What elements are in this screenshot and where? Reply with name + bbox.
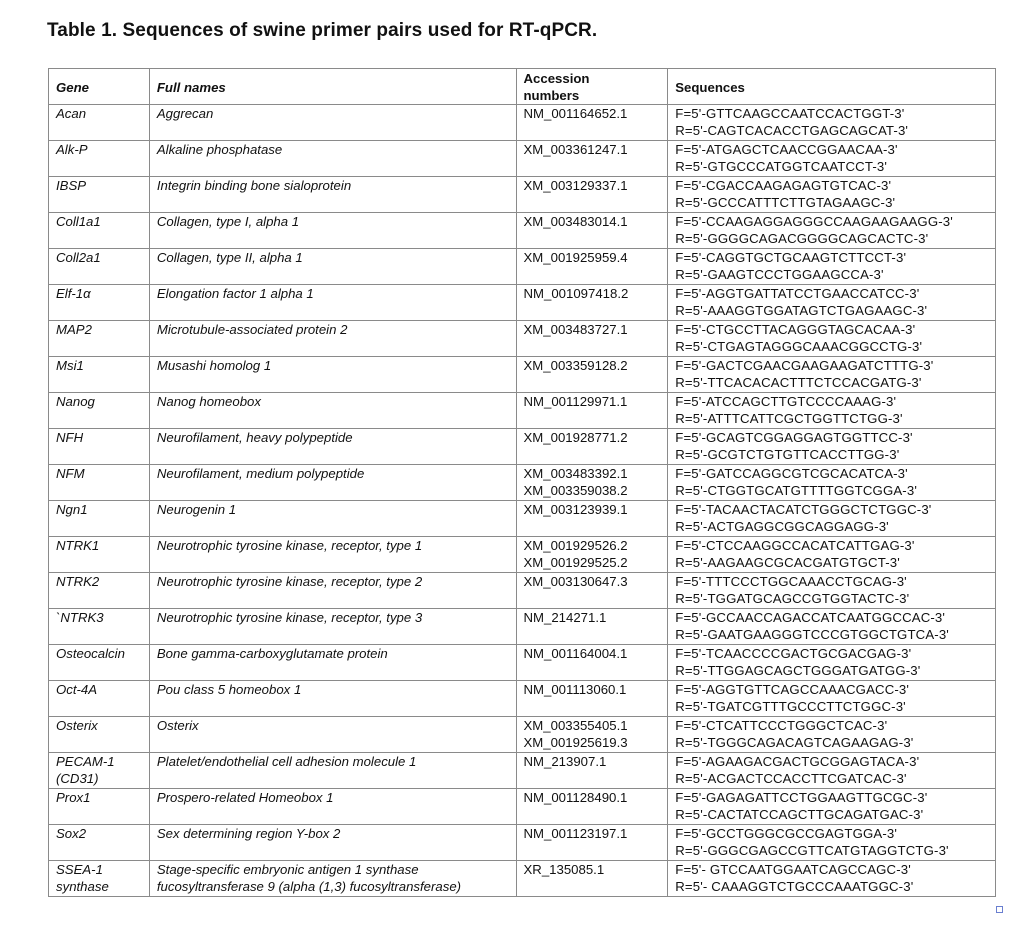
gene-cell-line: Ngn1 [56,502,88,517]
full-name-cell [149,393,516,429]
gene-cell-line: Nanog [56,394,95,409]
accession-cell-line: XM_003483727.1 [523,322,628,337]
full-name-cell-line: Aggrecan [156,106,214,121]
gene-cell-line: SSEA-1 [56,862,103,877]
gene-cell-line: `NTRK3 [56,610,104,625]
reverse-primer: R=5'-GTGCCCATGGTCAATCCT-3' [675,159,888,174]
reverse-primer: R=5'- CAAAGGTCTGCCCAAATGGC-3' [675,879,914,894]
header-accession [516,69,668,105]
reverse-primer: R=5'-TTCACACACTTTCTCCACGATG-3' [675,375,922,390]
accession-cell [516,717,668,753]
gene-cell [49,717,150,753]
accession-cell [516,573,668,609]
gene-cell [49,177,150,213]
sequence-cell [668,537,996,573]
full-name-cell-line: Bone gamma-carboxyglutamate protein [156,646,388,661]
accession-cell-line: XM_001925619.3 [523,735,628,750]
reverse-primer: R=5'-GCGTCTGTGTTCACCTTGG-3' [675,447,900,462]
forward-primer: F=5'-GCAGTCGGAGGAGTGGTTCC-3' [675,430,913,445]
gene-cell-line: IBSP [56,178,87,193]
reverse-primer: R=5'-TGGGCAGACAGTCAGAAGAG-3' [675,735,914,750]
accession-cell [516,645,668,681]
table-row [49,789,996,825]
accession-cell-line: NM_001123197.1 [523,826,628,841]
full-name-cell-line: Musashi homolog 1 [156,358,272,373]
gene-cell-line: NFM [56,466,85,481]
full-name-cell [149,429,516,465]
gene-cell-line: NTRK2 [56,574,100,589]
full-name-cell [149,537,516,573]
full-name-cell-line: fucosyltransferase 9 (alpha (1,3) fucosyltransferase) [156,879,462,894]
table-row [49,537,996,573]
accession-cell-line: XM_001929526.2 [523,538,628,553]
reverse-primer: R=5'-GGGCGAGCCGTTCATGTAGGTCTG-3' [675,843,949,858]
full-name-cell [149,105,516,141]
sequence-cell [668,141,996,177]
full-name-cell-line: Sex determining region Y-box 2 [156,826,341,841]
full-name-cell-line: Stage-specific embryonic antigen 1 synthase [156,862,419,877]
forward-primer: F=5'-AGGTGATTATCCTGAACCATCC-3' [675,286,920,301]
accession-cell-line: XM_003123939.1 [523,502,628,517]
gene-cell-line: (CD31) [56,771,99,786]
sequence-cell [668,609,996,645]
reverse-primer: R=5'-ATTTCATTCGCTGGTTCTGG-3' [675,411,903,426]
gene-cell [49,573,150,609]
accession-cell [516,825,668,861]
full-name-cell [149,789,516,825]
full-name-cell [149,177,516,213]
forward-primer: F=5'-GCCTGGGCGCCGAGTGGA-3' [675,826,898,841]
full-name-cell-line: Collagen, type I, alpha 1 [156,214,300,229]
accession-cell-line: NM_213907.1 [523,754,607,769]
gene-cell-line: MAP2 [56,322,92,337]
table-row [49,861,996,897]
full-name-cell-line: Platelet/endothelial cell adhesion molecule 1 [156,754,417,769]
sequence-cell [668,861,996,897]
accession-cell [516,681,668,717]
full-name-cell [149,141,516,177]
gene-cell-line: Coll2a1 [56,250,101,265]
gene-cell [49,825,150,861]
table-row [49,213,996,249]
header-accession-line1: Accession [523,71,590,86]
forward-primer: F=5'-GATCCAGGCGTCGCACATCA-3' [675,466,908,481]
resize-handle [996,906,1003,913]
accession-cell-line: NM_001097418.2 [523,286,629,301]
forward-primer: F=5'-CAGGTGCTGCAAGTCTTCCT-3' [675,250,907,265]
header-full-names: Full names [149,69,516,105]
gene-cell-line: Oct-4A [56,682,98,697]
forward-primer: F=5'-CCAAGAGGAGGGCCAAGAAGAAGG-3' [675,214,953,229]
accession-cell-line: XM_003355405.1 [523,718,628,733]
reverse-primer: R=5'-GGGGCAGACGGGGCAGCACTC-3' [675,231,929,246]
full-name-cell [149,465,516,501]
sequence-cell [668,789,996,825]
gene-cell-line: Osteocalcin [56,646,125,661]
table-row [49,825,996,861]
gene-cell [49,249,150,285]
full-name-cell [149,825,516,861]
gene-cell-line: Elf-1α [56,286,91,301]
table-row [49,645,996,681]
forward-primer: F=5'-ATCCAGCTTGTCCCCAAAG-3' [675,394,897,409]
forward-primer: F=5'-GAGAGATTCCTGGAAGTTGCGC-3' [675,790,928,805]
table-row [49,429,996,465]
reverse-primer: R=5'-TGGATGCAGCCGTGGTACTC-3' [675,591,910,606]
table-row [49,393,996,429]
gene-cell [49,393,150,429]
sequence-cell [668,573,996,609]
table-row [49,321,996,357]
accession-cell-line: XM_001925959.4 [523,250,628,265]
full-name-cell-line: Nanog homeobox [156,394,261,409]
sequence-cell [668,753,996,789]
reverse-primer: R=5'-ACGACTCCACCTTCGATCAC-3' [675,771,907,786]
reverse-primer: R=5'-CTGAGTAGGGCAAACGGCCTG-3' [675,339,923,354]
full-name-cell [149,501,516,537]
sequence-cell [668,825,996,861]
full-name-cell-line: Alkaline phosphatase [156,142,283,157]
header-gene: Gene [49,69,150,105]
sequence-cell [668,213,996,249]
table-row [49,177,996,213]
accession-cell [516,501,668,537]
forward-primer: F=5'-CTCATTCCCTGGGCTCAC-3' [675,718,888,733]
table-row [49,717,996,753]
sequence-cell [668,645,996,681]
gene-cell [49,357,150,393]
forward-primer: F=5'-GACTCGAACGAAGAAGATCTTTG-3' [675,358,934,373]
full-name-cell [149,357,516,393]
gene-cell-line: synthase [56,879,109,894]
full-name-cell [149,753,516,789]
gene-cell [49,213,150,249]
accession-cell [516,609,668,645]
full-name-cell [149,717,516,753]
table-row [49,105,996,141]
sequence-cell [668,501,996,537]
gene-cell-line: Alk-P [56,142,88,157]
reverse-primer: R=5'-GAAGTCCCTGGAAGCCA-3' [675,267,884,282]
gene-cell [49,789,150,825]
full-name-cell-line: Osterix [156,718,199,733]
forward-primer: F=5'-AGAAGACGACTGCGGAGTACA-3' [675,754,920,769]
reverse-primer: R=5'-CAGTCACACCTGAGCAGCAT-3' [675,123,909,138]
forward-primer: F=5'-CTGCCTTACAGGGTAGCACAA-3' [675,322,916,337]
table-row [49,753,996,789]
reverse-primer: R=5'-TTGGAGCAGCTGGGATGATGG-3' [675,663,921,678]
accession-cell [516,249,668,285]
forward-primer: F=5'-ATGAGCTCAACCGGAACAA-3' [675,142,898,157]
sequence-cell [668,717,996,753]
gene-cell-line: Sox2 [56,826,87,841]
gene-cell-line: Acan [56,106,87,121]
full-name-cell-line: Neurotrophic tyrosine kinase, receptor, type 2 [156,574,423,589]
gene-cell-line: Prox1 [56,790,91,805]
sequence-cell [668,429,996,465]
full-name-cell-line: Neurogenin 1 [156,502,237,517]
gene-cell [49,285,150,321]
sequence-cell [668,393,996,429]
gene-cell [49,141,150,177]
gene-cell [49,861,150,897]
header-sequences: Sequences [668,69,996,105]
table-row [49,357,996,393]
gene-cell [49,501,150,537]
table-row [49,465,996,501]
accession-cell-line: XM_003483014.1 [523,214,628,229]
full-name-cell [149,861,516,897]
gene-cell [49,645,150,681]
table-row [49,609,996,645]
full-name-cell-line: Microtubule-associated protein 2 [156,322,348,337]
full-name-cell [149,249,516,285]
full-name-cell [149,609,516,645]
sequence-cell [668,465,996,501]
accession-cell-line: XM_001929525.2 [523,555,628,570]
reverse-primer: R=5'-ACTGAGGCGGCAGGAGG-3' [675,519,889,534]
table-row [49,285,996,321]
full-name-cell [149,321,516,357]
forward-primer: F=5'- GTCCAATGGAATCAGCCAGC-3' [675,862,911,877]
full-name-cell-line: Neurofilament, heavy polypeptide [156,430,353,445]
full-name-cell-line: Collagen, type II, alpha 1 [156,250,303,265]
forward-primer: F=5'-CTCCAAGGCCACATCATTGAG-3' [675,538,915,553]
forward-primer: F=5'-TTTCCCTGGCAAACCTGCAG-3' [675,574,907,589]
full-name-cell-line: Neurotrophic tyrosine kinase, receptor, type 1 [156,538,423,553]
full-name-cell [149,573,516,609]
reverse-primer: R=5'-TGATCGTTTGCCCTTCTGGC-3' [675,699,906,714]
gene-cell-line: NFH [56,430,84,445]
accession-cell [516,141,668,177]
reverse-primer: R=5'-AAGAAGCGCACGATGTGCT-3' [675,555,900,570]
accession-cell [516,537,668,573]
sequence-cell [668,249,996,285]
accession-cell-line: XM_003361247.1 [523,142,628,157]
gene-cell [49,321,150,357]
accession-cell [516,465,668,501]
accession-cell-line: NM_001128490.1 [523,790,628,805]
accession-cell-line: NM_001164652.1 [523,106,628,121]
accession-cell-line: NM_001164004.1 [523,646,628,661]
gene-cell-line: Osterix [56,718,98,733]
full-name-cell [149,213,516,249]
accession-cell [516,861,668,897]
gene-cell-line: NTRK1 [56,538,100,553]
gene-cell [49,537,150,573]
accession-cell-line: NM_001113060.1 [523,682,627,697]
full-name-cell-line: Neurofilament, medium polypeptide [156,466,365,481]
accession-cell [516,321,668,357]
gene-cell [49,609,150,645]
reverse-primer: R=5'-AAAGGTGGATAGTCTGAGAAGC-3' [675,303,928,318]
accession-cell [516,357,668,393]
sequence-cell [668,105,996,141]
full-name-cell-line: Prospero-related Homeobox 1 [156,790,334,805]
table-row [49,573,996,609]
accession-cell [516,213,668,249]
accession-cell-line: XR_135085.1 [523,862,605,877]
reverse-primer: R=5'-CACTATCCAGCTTGCAGATGAC-3' [675,807,924,822]
header-accession-line2: numbers [523,88,580,103]
table-row [49,501,996,537]
accession-cell [516,393,668,429]
full-name-cell-line: Elongation factor 1 alpha 1 [156,286,314,301]
accession-cell [516,429,668,465]
sequence-cell [668,321,996,357]
accession-cell-line: NM_001129971.1 [523,394,628,409]
gene-cell [49,105,150,141]
reverse-primer: R=5'-GAATGAAGGGTCCCGTGGCTGTCA-3' [675,627,949,642]
accession-cell-line: XM_003129337.1 [523,178,628,193]
sequence-cell [668,357,996,393]
primer-table [48,68,996,897]
accession-cell [516,753,668,789]
accession-cell-line: NM_214271.1 [523,610,607,625]
accession-cell [516,177,668,213]
forward-primer: F=5'-GCCAACCAGACCATCAATGGCCAC-3' [675,610,946,625]
gene-cell-line: Coll1a1 [56,214,101,229]
forward-primer: F=5'-GTTCAAGCCAATCCACTGGT-3' [675,106,905,121]
forward-primer: F=5'-TACAACTACATCTGGGCTCTGGC-3' [675,502,932,517]
full-name-cell [149,285,516,321]
reverse-primer: R=5'-CTGGTGCATGTTTTGGTCGGA-3' [675,483,917,498]
forward-primer: F=5'-AGGTGTTCAGCCAAACGACC-3' [675,682,910,697]
full-name-cell [149,681,516,717]
gene-cell [49,429,150,465]
table-body [49,105,996,897]
accession-cell [516,789,668,825]
table-row [49,141,996,177]
accession-cell-line: XM_003130647.3 [523,574,628,589]
accession-cell-line: XM_003359038.2 [523,483,628,498]
reverse-primer: R=5'-GCCCATTTCTTGTAGAAGC-3' [675,195,896,210]
gene-cell-line: Msi1 [56,358,84,373]
accession-cell-line: XM_003483392.1 [523,466,628,481]
full-name-cell-line: Neurotrophic tyrosine kinase, receptor, type 3 [156,610,423,625]
gene-cell [49,681,150,717]
full-name-cell [149,645,516,681]
table-row [49,249,996,285]
table-row [49,681,996,717]
full-name-cell-line: Pou class 5 homeobox 1 [156,682,302,697]
table-title: Table 1. Sequences of swine primer pairs used for RT-qPCR. [47,20,598,41]
gene-cell-line: PECAM-1 [56,754,115,769]
sequence-cell [668,681,996,717]
full-name-cell-line: Integrin binding bone sialoprotein [156,178,352,193]
accession-cell [516,105,668,141]
accession-cell-line: XM_001928771.2 [523,430,628,445]
accession-cell-line: XM_003359128.2 [523,358,628,373]
header-row [49,69,996,105]
forward-primer: F=5'-TCAACCCCGACTGCGACGAG-3' [675,646,912,661]
gene-cell [49,465,150,501]
gene-cell [49,753,150,789]
sequence-cell [668,177,996,213]
sequence-cell [668,285,996,321]
forward-primer: F=5'-CGACCAAGAGAGTGTCAC-3' [675,178,892,193]
accession-cell [516,285,668,321]
